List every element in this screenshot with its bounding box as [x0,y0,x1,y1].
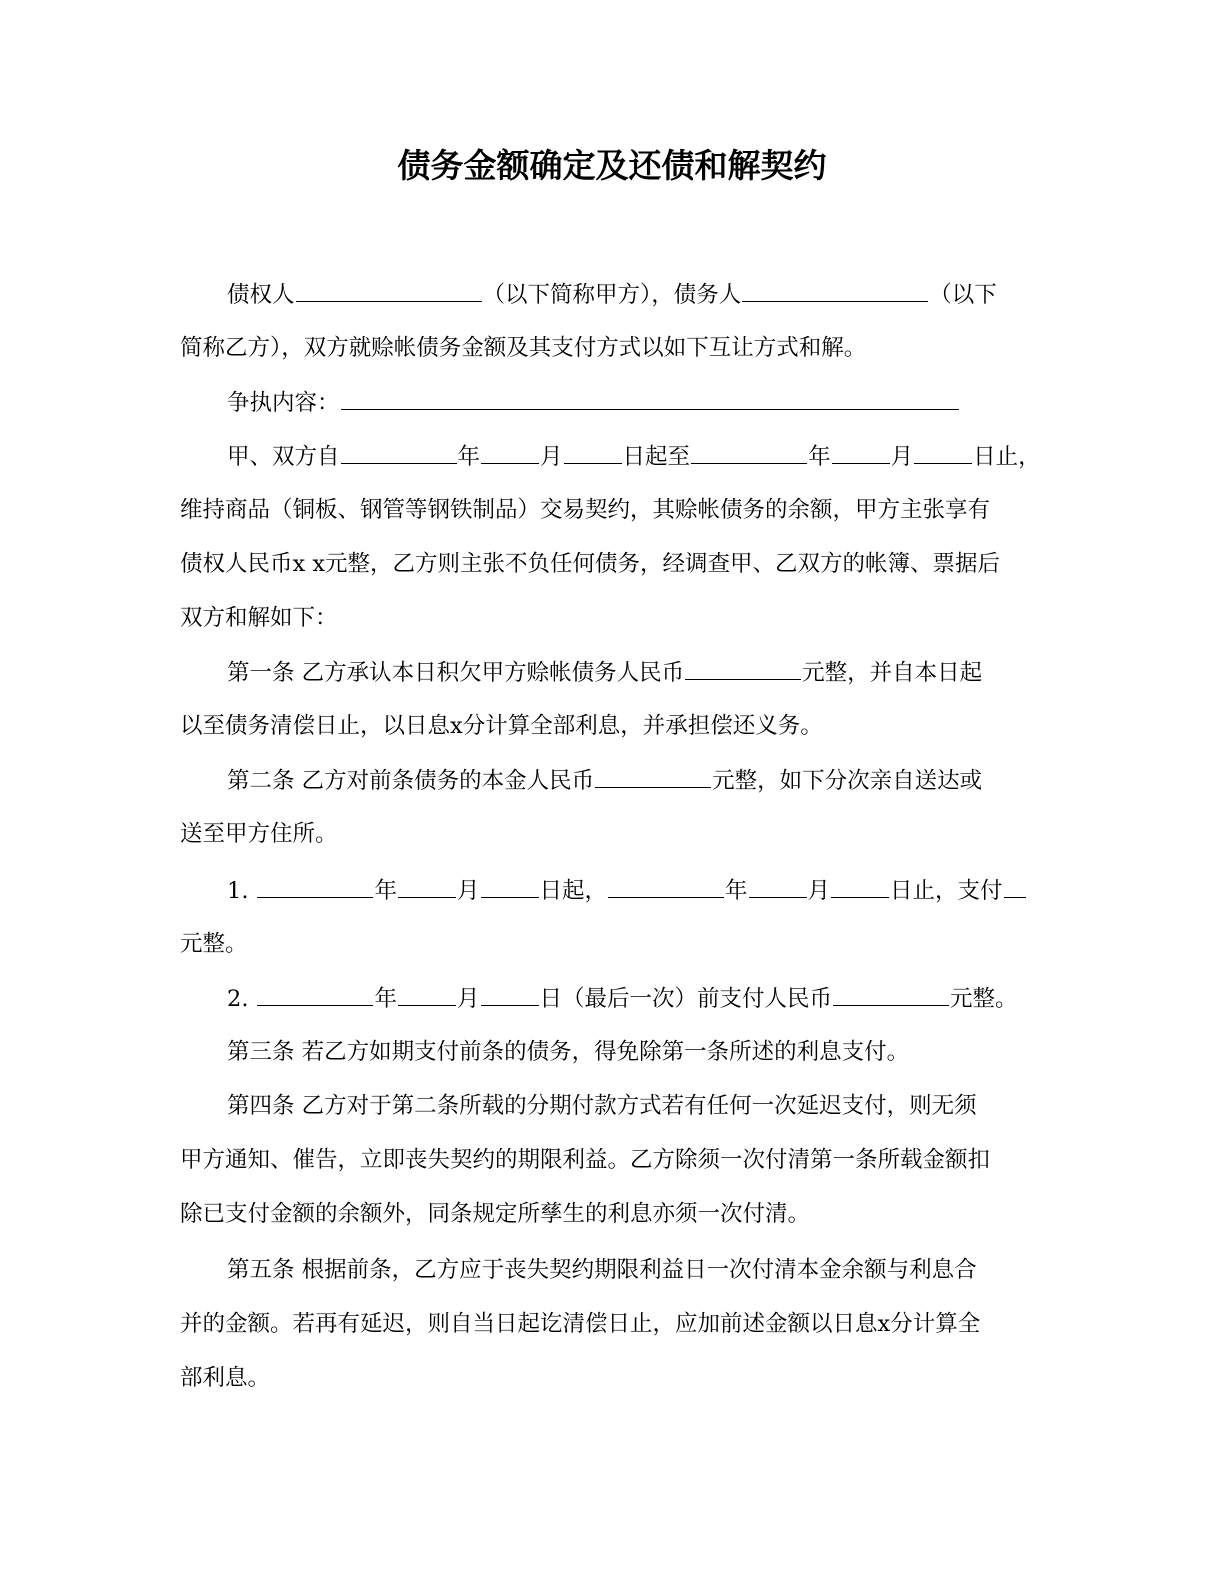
installment-1-line-2: 元整。 [180,931,248,957]
preamble-line-2: 简称乙方），双方就赊帐债务金额及其支付方式以如下互让方式和解。 [180,335,867,361]
article-2-line-2: 送至甲方住所。 [180,821,338,847]
installment-1-line [227,875,1027,906]
installment-2-year-blank[interactable] [257,983,373,1006]
article-1-amount-blank[interactable] [685,657,801,680]
background-intro: 甲、双方自 [227,444,340,470]
start-month-blank[interactable] [481,441,539,464]
creditor-label: 债权人 [227,282,295,308]
background-line-4: 双方和解如下： [180,605,338,631]
article-5-line-1: 第五条 根据前条，乙方应于丧失契约期限利益日一次付清本金余额与利息合 [227,1257,977,1283]
year-label: 年 [374,878,397,904]
installment-1-start-text: 日起， [539,878,608,904]
article-4-line-1: 第四条 乙方对于第二条所载的分期付款方式若有任何一次延迟支付，则无须 [227,1093,977,1119]
end-day-blank[interactable] [914,441,972,464]
installment-1-end-day-blank[interactable] [831,875,889,898]
article-2-amount-blank[interactable] [595,765,711,788]
background-line-2: 维持商品（铜板、钢管等钢铁制品）交易契约，其赊帐债务的余额，甲方主张享有 [180,497,991,523]
background-line-3: 债权人民币x x元整，乙方则主张不负任何债务，经调查甲、乙双方的帐簿、票据后 [180,551,1001,577]
installment-2-end-text: 元整。 [950,986,1018,1012]
year-label: 年 [725,878,748,904]
dispute-line [227,387,960,418]
article-2-line-1 [227,765,982,796]
installment-1-number: 1. [227,878,249,904]
background-line-1 [227,441,1041,472]
document-title: 债务金额确定及还债和解契约 [397,146,827,185]
start-day-blank[interactable] [564,441,622,464]
installment-1-start-day-blank[interactable] [481,875,539,898]
month-label: 月 [890,444,914,470]
year-label: 年 [374,986,397,1012]
article-1-line-1 [227,657,982,688]
debtor-name-blank[interactable] [742,279,928,302]
article-1-text-b: 元整，并自本日起 [802,660,983,686]
day-from-label: 日起至 [622,444,691,470]
start-year-blank[interactable] [341,441,457,464]
installment-1-end-month-blank[interactable] [749,875,807,898]
month-label: 月 [456,986,480,1012]
installment-2-number: 2. [227,986,249,1012]
article-1-text-a: 第一条 乙方承认本日积欠甲方赊帐债务人民币 [227,660,685,686]
month-label: 月 [807,878,831,904]
article-2-text-a: 第二条 乙方对前条债务的本金人民币 [227,768,595,794]
installment-2-amount-blank[interactable] [833,983,949,1006]
dispute-label: 争执内容： [227,390,340,416]
installment-1-amount-blank[interactable] [1004,875,1026,898]
article-5-line-2: 并的金额。若再有延迟，则自当日起讫清偿日止，应加前述金额以日息x分计算全 [180,1311,981,1337]
article-5-line-3: 部利息。 [180,1365,271,1391]
month-label: 月 [456,878,480,904]
installment-1-start-year-blank[interactable] [257,875,373,898]
installment-1-end-year-blank[interactable] [608,875,724,898]
abbreviation-text-b: （以下 [929,282,997,308]
year-label: 年 [808,444,831,470]
end-year-blank[interactable] [691,441,807,464]
installment-2-day-blank[interactable] [481,983,539,1006]
end-month-blank[interactable] [832,441,890,464]
preamble-line-1 [227,279,997,310]
year-label: 年 [457,444,481,470]
installment-2-line [227,983,1018,1014]
installment-1-end-text: 日止，支付 [890,878,1003,904]
installment-2-mid-text: 日（最后一次）前支付人民币 [539,986,833,1012]
article-2-text-b: 元整，如下分次亲自送达或 [712,768,983,794]
installment-2-month-blank[interactable] [398,983,456,1006]
article-1-line-2: 以至债务清偿日止，以日息x分计算全部利息，并承担偿还义务。 [180,713,823,739]
abbreviation-text-a: （以下简称甲方），债务人 [482,282,742,308]
dispute-content-blank[interactable] [341,387,959,410]
article-4-line-2: 甲方通知、催告，立即丧失契约的期限利益。乙方除须一次付清第一条所载金额扣 [180,1147,991,1173]
installment-1-start-month-blank[interactable] [398,875,456,898]
article-3-line-1: 第三条 若乙方如期支付前条的债务，得免除第一条所述的利息支付。 [227,1039,910,1065]
article-4-line-3: 除已支付金额的余额外，同条规定所孳生的利息亦须一次付清。 [180,1201,811,1227]
day-until-label: 日止， [973,444,1041,470]
month-label: 月 [540,444,563,470]
creditor-name-blank[interactable] [296,279,482,302]
